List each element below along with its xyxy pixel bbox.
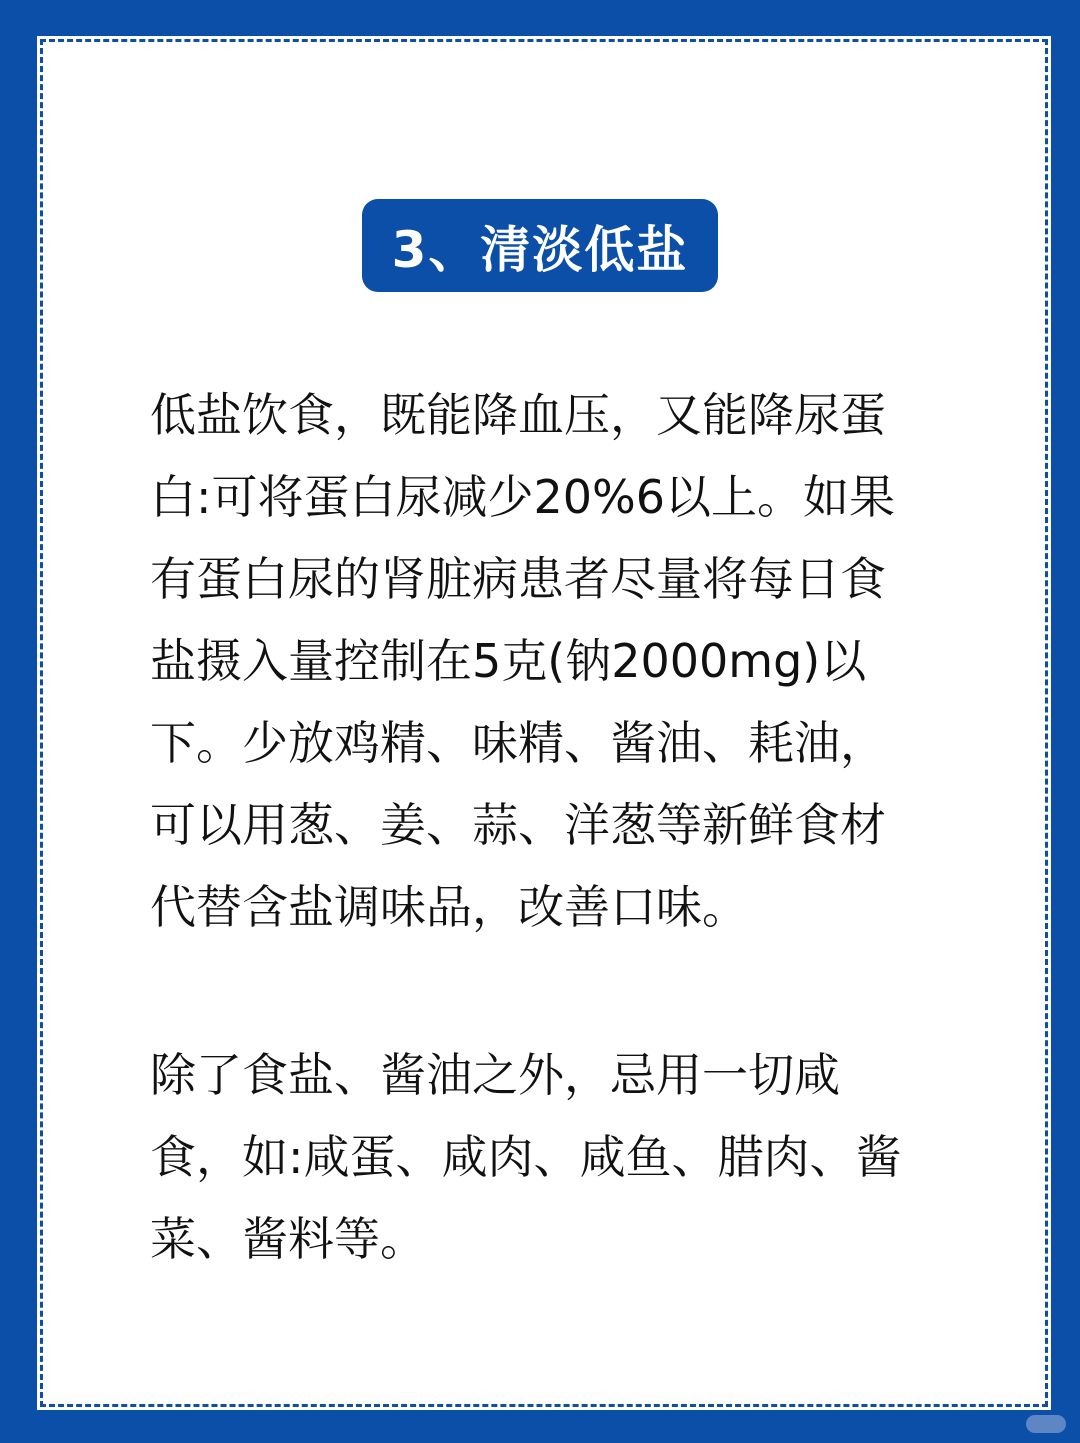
paragraph-line: 食，如:咸蛋、咸肉、咸鱼、腊肉、酱	[150, 1130, 902, 1184]
paragraph-line: 下。少放鸡精、味精、酱油、耗油，	[150, 716, 886, 770]
paragraph-line: 菜、酱料等。	[150, 1212, 426, 1266]
watermark-logo	[1026, 1415, 1066, 1433]
content-card	[37, 36, 1051, 1410]
title-badge	[362, 199, 718, 292]
paragraph-line: 除了食盐、酱油之外，忌用一切咸	[150, 1048, 840, 1102]
paragraph-line: 低盐饮食，既能降血压，又能降尿蛋	[150, 388, 886, 442]
paragraph-line: 代替含盐调味品，改善口味。	[150, 880, 748, 934]
paragraph-line: 盐摄入量控制在5克(钠2000mg)以	[150, 634, 867, 688]
paragraph-line: 白:可将蛋白尿减少20%6以上。如果	[150, 470, 896, 524]
paragraph-line: 有蛋白尿的肾脏病患者尽量将每日食	[150, 552, 886, 606]
paragraph-low-salt	[150, 374, 950, 948]
page-title: 3、清淡低盐	[391, 220, 689, 279]
paragraph-avoid-salty-food	[150, 1034, 950, 1280]
paragraph-line: 可以用葱、姜、蒜、洋葱等新鲜食材	[150, 798, 886, 852]
